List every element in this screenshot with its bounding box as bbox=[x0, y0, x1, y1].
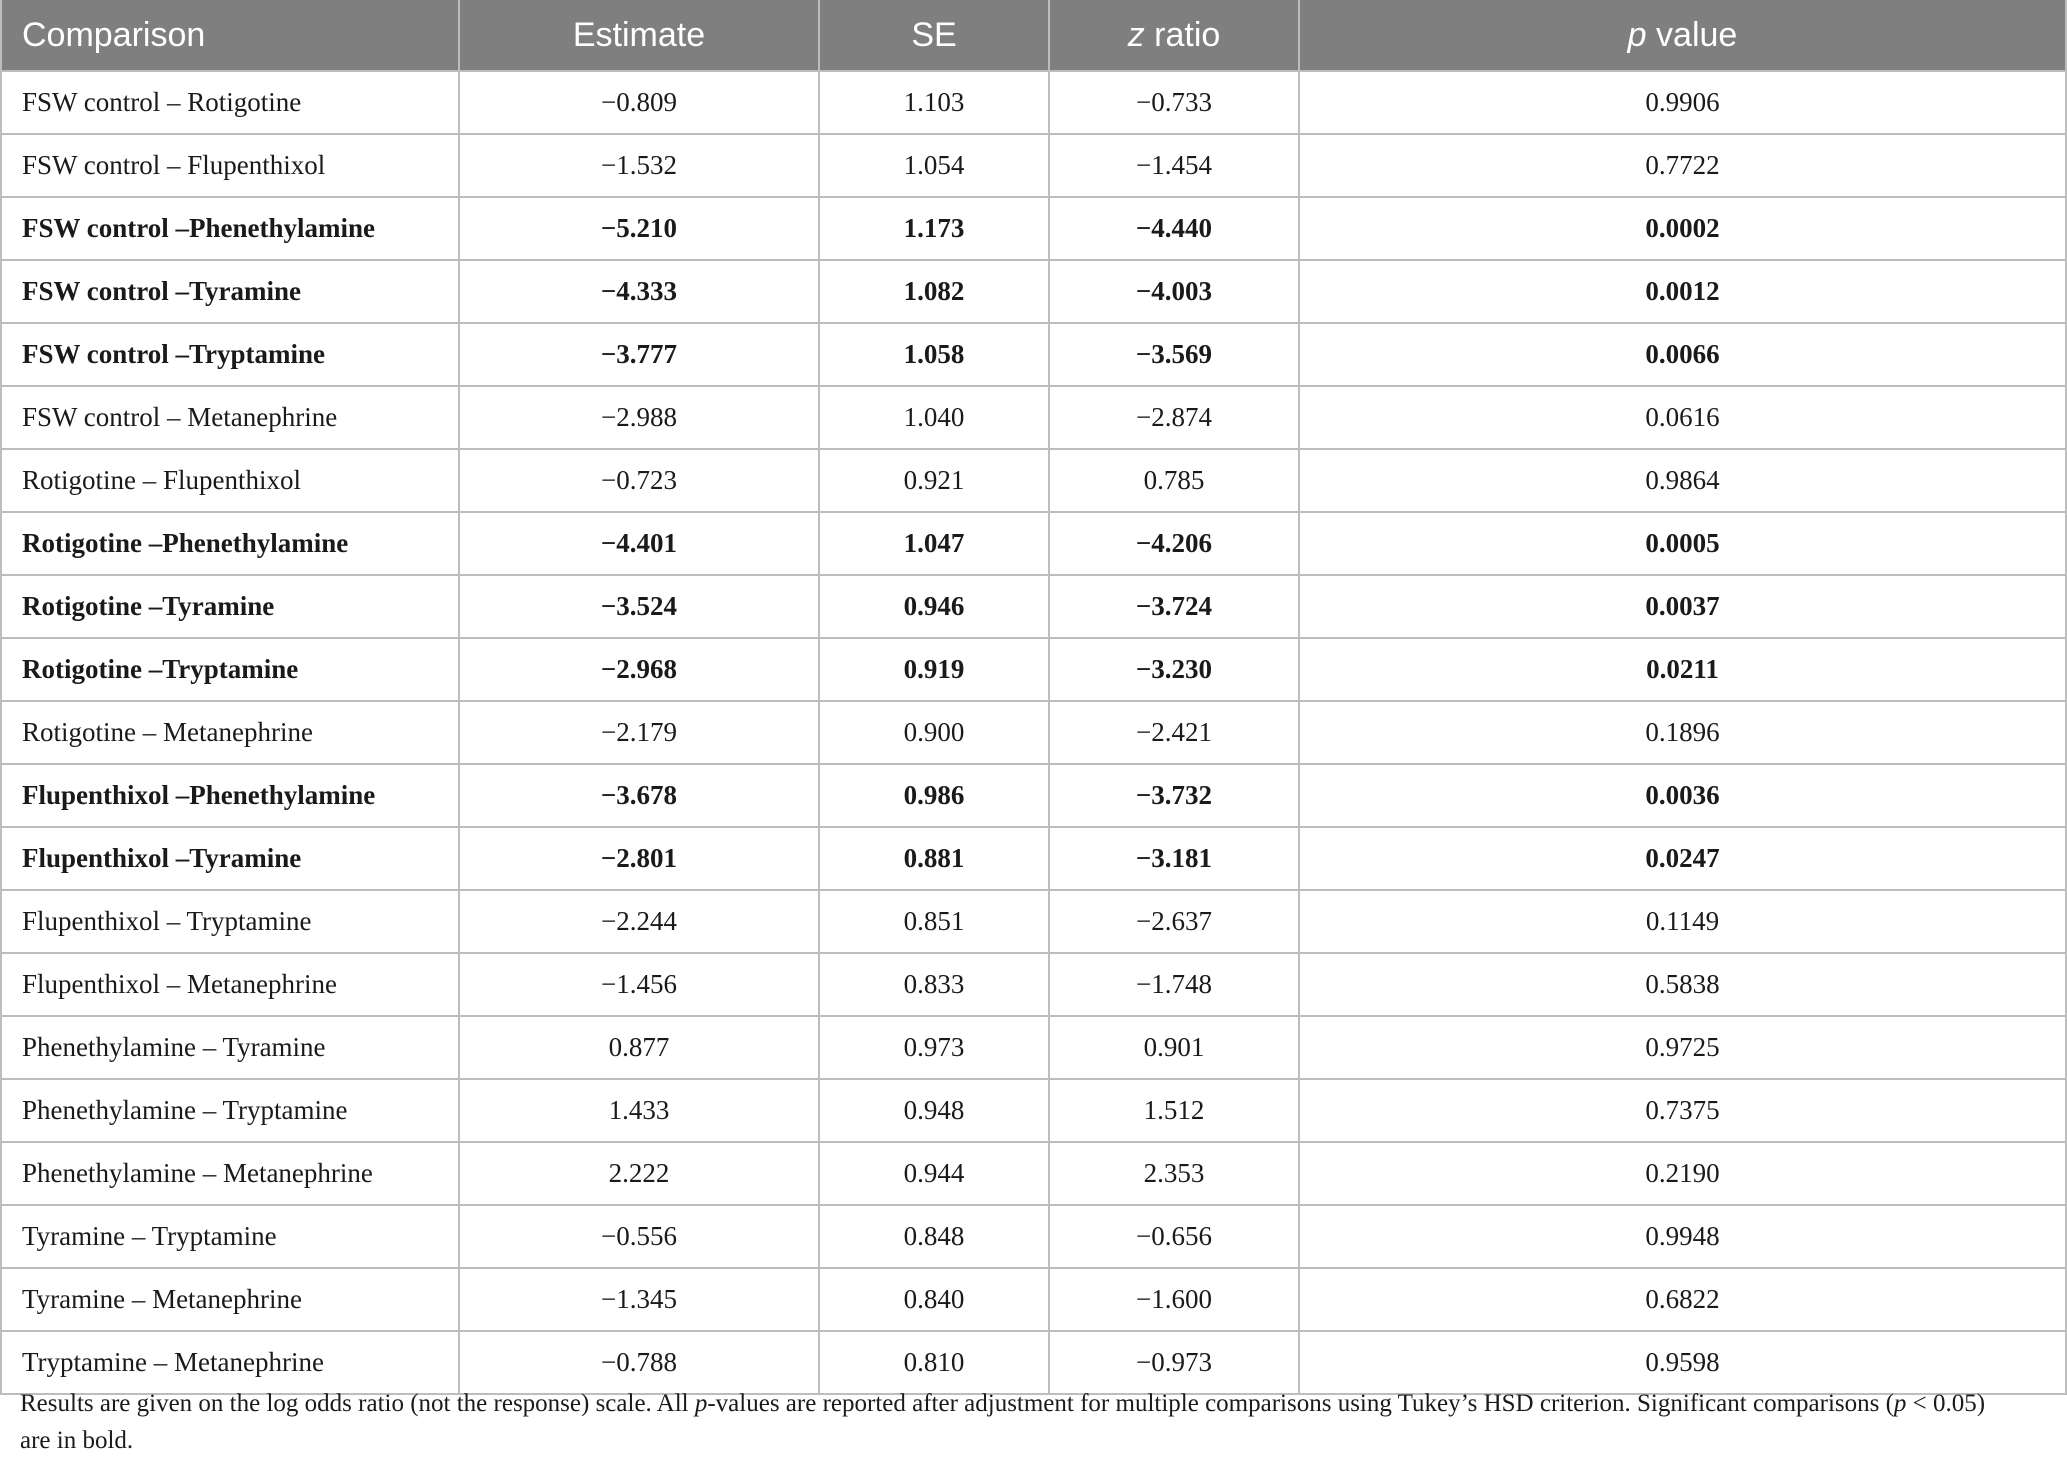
z-ratio-cell: −3.724 bbox=[1049, 575, 1299, 638]
estimate-cell: −2.179 bbox=[459, 701, 819, 764]
footnote-text-3: < 0.05) are in bold. bbox=[20, 1390, 1986, 1454]
p-value-cell: 0.9725 bbox=[1299, 1016, 2066, 1079]
header-comparison bbox=[1, 0, 459, 71]
table-row bbox=[1, 1205, 2066, 1268]
estimate-cell: −3.678 bbox=[459, 764, 819, 827]
table-row bbox=[1, 260, 2066, 323]
header-se-post: SE bbox=[911, 15, 957, 54]
estimate-cell: −0.809 bbox=[459, 71, 819, 134]
se-cell: 1.054 bbox=[819, 134, 1049, 197]
table-row bbox=[1, 134, 2066, 197]
se-cell: 0.921 bbox=[819, 449, 1049, 512]
p-value-cell: 0.0066 bbox=[1299, 323, 2066, 386]
estimate-cell: −4.333 bbox=[459, 260, 819, 323]
comparison-cell: Flupenthixol –Phenethylamine bbox=[1, 764, 459, 827]
z-ratio-cell: −1.454 bbox=[1049, 134, 1299, 197]
comparison-cell: FSW control – Flupenthixol bbox=[1, 134, 459, 197]
header-z-ratio-it: z bbox=[1127, 15, 1145, 54]
p-value-cell: 0.1149 bbox=[1299, 890, 2066, 953]
comparison-cell: Rotigotine –Phenethylamine bbox=[1, 512, 459, 575]
estimate-cell: −2.988 bbox=[459, 386, 819, 449]
p-value-cell: 0.9948 bbox=[1299, 1205, 2066, 1268]
footnote-p-symbol-2: p bbox=[1893, 1390, 1907, 1417]
header-comparison-post: Comparison bbox=[22, 15, 206, 54]
table-row bbox=[1, 764, 2066, 827]
p-value-cell: 0.0211 bbox=[1299, 638, 2066, 701]
table-row bbox=[1, 890, 2066, 953]
p-value-cell: 0.0036 bbox=[1299, 764, 2066, 827]
se-cell: 1.173 bbox=[819, 197, 1049, 260]
se-cell: 0.919 bbox=[819, 638, 1049, 701]
p-value-cell: 0.9864 bbox=[1299, 449, 2066, 512]
table-row bbox=[1, 575, 2066, 638]
footnote-text-1: Results are given on the log odds ratio (not the response) scale. All bbox=[20, 1390, 695, 1417]
se-cell: 0.900 bbox=[819, 701, 1049, 764]
header-estimate bbox=[459, 0, 819, 71]
se-cell: 1.058 bbox=[819, 323, 1049, 386]
estimate-cell: −4.401 bbox=[459, 512, 819, 575]
se-cell: 1.103 bbox=[819, 71, 1049, 134]
se-cell: 1.040 bbox=[819, 386, 1049, 449]
p-value-cell: 0.9598 bbox=[1299, 1331, 2066, 1394]
comparison-cell: Phenethylamine – Tyramine bbox=[1, 1016, 459, 1079]
footnote-text-2: -values are reported after adjustment for multiple comparisons using Tukey’s HSD criterion. Significant comparisons ( bbox=[707, 1390, 1894, 1417]
estimate-cell: 2.222 bbox=[459, 1142, 819, 1205]
se-cell: 0.986 bbox=[819, 764, 1049, 827]
comparison-cell: Phenethylamine – Metanephrine bbox=[1, 1142, 459, 1205]
z-ratio-cell: −1.600 bbox=[1049, 1268, 1299, 1331]
se-cell: 0.881 bbox=[819, 827, 1049, 890]
comparison-cell: Tryptamine – Metanephrine bbox=[1, 1331, 459, 1394]
p-value-cell: 0.7722 bbox=[1299, 134, 2066, 197]
table-row bbox=[1, 827, 2066, 890]
comparison-cell: FSW control – Rotigotine bbox=[1, 71, 459, 134]
p-value-cell: 0.1896 bbox=[1299, 701, 2066, 764]
estimate-cell: −0.556 bbox=[459, 1205, 819, 1268]
table-row bbox=[1, 953, 2066, 1016]
p-value-cell: 0.0002 bbox=[1299, 197, 2066, 260]
table-row bbox=[1, 1142, 2066, 1205]
estimate-cell: −1.345 bbox=[459, 1268, 819, 1331]
p-value-cell: 0.6822 bbox=[1299, 1268, 2066, 1331]
z-ratio-cell: −1.748 bbox=[1049, 953, 1299, 1016]
header-row bbox=[1, 0, 2066, 71]
z-ratio-cell: −4.206 bbox=[1049, 512, 1299, 575]
estimate-cell: −2.968 bbox=[459, 638, 819, 701]
estimate-cell: −0.788 bbox=[459, 1331, 819, 1394]
comparison-cell: FSW control –Tryptamine bbox=[1, 323, 459, 386]
se-cell: 0.810 bbox=[819, 1331, 1049, 1394]
estimate-cell: −1.456 bbox=[459, 953, 819, 1016]
comparison-cell: FSW control –Phenethylamine bbox=[1, 197, 459, 260]
se-cell: 0.851 bbox=[819, 890, 1049, 953]
p-value-cell: 0.0037 bbox=[1299, 575, 2066, 638]
se-cell: 0.973 bbox=[819, 1016, 1049, 1079]
p-value-cell: 0.9906 bbox=[1299, 71, 2066, 134]
table-body bbox=[1, 71, 2066, 1394]
table-row bbox=[1, 638, 2066, 701]
z-ratio-cell: 2.353 bbox=[1049, 1142, 1299, 1205]
p-value-cell: 0.7375 bbox=[1299, 1079, 2066, 1142]
header-p-value bbox=[1299, 0, 2066, 71]
estimate-cell: −3.777 bbox=[459, 323, 819, 386]
table-row bbox=[1, 71, 2066, 134]
z-ratio-cell: −4.440 bbox=[1049, 197, 1299, 260]
header-estimate-post: Estimate bbox=[572, 15, 706, 54]
se-cell: 0.840 bbox=[819, 1268, 1049, 1331]
z-ratio-cell: −2.421 bbox=[1049, 701, 1299, 764]
header-p-value-it: p bbox=[1627, 15, 1647, 54]
table-row bbox=[1, 1079, 2066, 1142]
z-ratio-cell: −3.181 bbox=[1049, 827, 1299, 890]
table-row bbox=[1, 386, 2066, 449]
comparison-cell: Tyramine – Metanephrine bbox=[1, 1268, 459, 1331]
z-ratio-cell: −2.637 bbox=[1049, 890, 1299, 953]
z-ratio-cell: −3.732 bbox=[1049, 764, 1299, 827]
estimate-cell: −3.524 bbox=[459, 575, 819, 638]
se-cell: 0.944 bbox=[819, 1142, 1049, 1205]
header-z-ratio-post: ratio bbox=[1144, 15, 1221, 54]
z-ratio-cell: 0.901 bbox=[1049, 1016, 1299, 1079]
header-se bbox=[819, 0, 1049, 71]
table-row bbox=[1, 449, 2066, 512]
table-header bbox=[1, 0, 2066, 71]
se-cell: 1.047 bbox=[819, 512, 1049, 575]
se-cell: 0.833 bbox=[819, 953, 1049, 1016]
z-ratio-cell: −0.973 bbox=[1049, 1331, 1299, 1394]
comparison-cell: FSW control –Tyramine bbox=[1, 260, 459, 323]
header-p-value-post: value bbox=[1646, 15, 1738, 54]
se-cell: 0.946 bbox=[819, 575, 1049, 638]
comparison-cell: Phenethylamine – Tryptamine bbox=[1, 1079, 459, 1142]
footnote-p-symbol-1: p bbox=[694, 1390, 708, 1417]
comparison-cell: FSW control – Metanephrine bbox=[1, 386, 459, 449]
z-ratio-cell: −0.656 bbox=[1049, 1205, 1299, 1268]
p-value-cell: 0.2190 bbox=[1299, 1142, 2066, 1205]
estimate-cell: 1.433 bbox=[459, 1079, 819, 1142]
comparison-cell: Rotigotine – Flupenthixol bbox=[1, 449, 459, 512]
header-z-ratio bbox=[1049, 0, 1299, 71]
se-cell: 1.082 bbox=[819, 260, 1049, 323]
comparison-cell: Rotigotine –Tyramine bbox=[1, 575, 459, 638]
p-value-cell: 0.0012 bbox=[1299, 260, 2066, 323]
comparison-cell: Rotigotine –Tryptamine bbox=[1, 638, 459, 701]
estimate-cell: −2.244 bbox=[459, 890, 819, 953]
table-row bbox=[1, 701, 2066, 764]
comparison-cell: Rotigotine – Metanephrine bbox=[1, 701, 459, 764]
table-row bbox=[1, 512, 2066, 575]
p-value-cell: 0.0005 bbox=[1299, 512, 2066, 575]
table-row bbox=[1, 323, 2066, 386]
comparison-cell: Flupenthixol – Tryptamine bbox=[1, 890, 459, 953]
se-cell: 0.848 bbox=[819, 1205, 1049, 1268]
estimate-cell: −1.532 bbox=[459, 134, 819, 197]
table-row bbox=[1, 1016, 2066, 1079]
comparison-cell: Flupenthixol –Tyramine bbox=[1, 827, 459, 890]
table-row bbox=[1, 1268, 2066, 1331]
estimate-cell: −5.210 bbox=[459, 197, 819, 260]
estimate-cell: −2.801 bbox=[459, 827, 819, 890]
table-footnote bbox=[20, 1385, 2010, 1459]
z-ratio-cell: 0.785 bbox=[1049, 449, 1299, 512]
p-value-cell: 0.0616 bbox=[1299, 386, 2066, 449]
estimate-cell: −0.723 bbox=[459, 449, 819, 512]
z-ratio-cell: −2.874 bbox=[1049, 386, 1299, 449]
z-ratio-cell: −3.569 bbox=[1049, 323, 1299, 386]
se-cell: 0.948 bbox=[819, 1079, 1049, 1142]
estimate-cell: 0.877 bbox=[459, 1016, 819, 1079]
table-row bbox=[1, 197, 2066, 260]
p-value-cell: 0.0247 bbox=[1299, 827, 2066, 890]
comparison-cell: Flupenthixol – Metanephrine bbox=[1, 953, 459, 1016]
z-ratio-cell: 1.512 bbox=[1049, 1079, 1299, 1142]
z-ratio-cell: −0.733 bbox=[1049, 71, 1299, 134]
z-ratio-cell: −3.230 bbox=[1049, 638, 1299, 701]
z-ratio-cell: −4.003 bbox=[1049, 260, 1299, 323]
p-value-cell: 0.5838 bbox=[1299, 953, 2066, 1016]
comparison-cell: Tyramine – Tryptamine bbox=[1, 1205, 459, 1268]
